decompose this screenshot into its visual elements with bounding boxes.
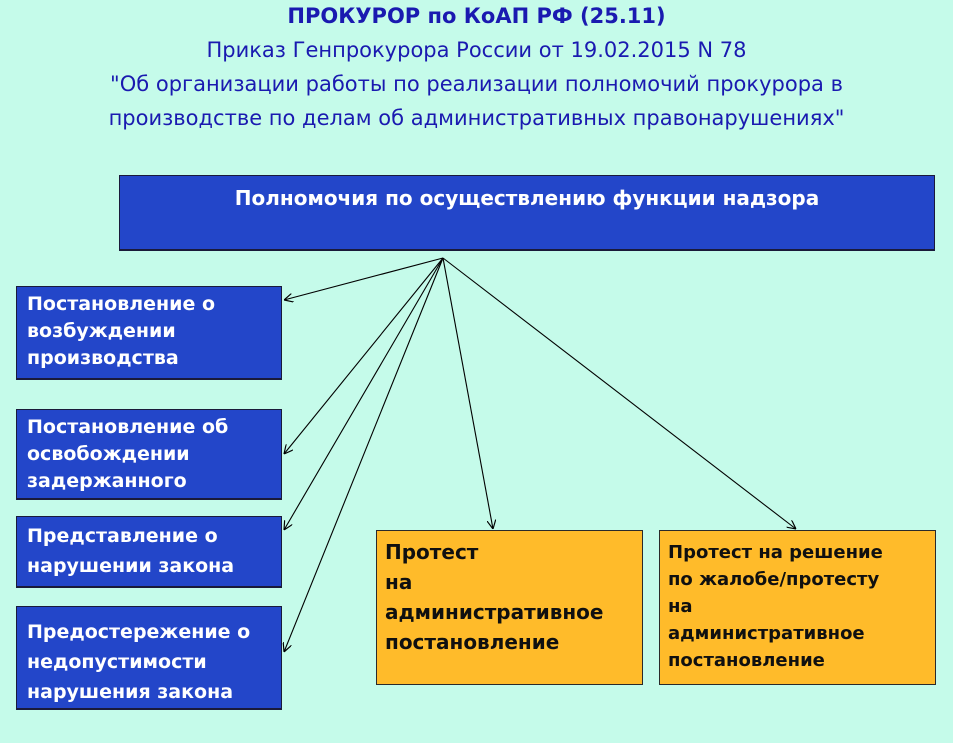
box-line: производства xyxy=(27,347,179,369)
arrow-to-release xyxy=(284,258,443,454)
box-line: Постановление о xyxy=(27,293,216,315)
arrow-to-warning xyxy=(284,258,443,652)
page-title: ПРОКУРОР по КоАП РФ (25.11) xyxy=(287,4,666,28)
box-line: недопустимости xyxy=(27,651,207,673)
box-line: на xyxy=(668,596,693,617)
box-line: освобождении xyxy=(27,443,190,465)
order-name-line-2: производстве по делам об административных правонарушениях" xyxy=(108,106,845,130)
box-line: постановление xyxy=(668,650,825,671)
box-line: на xyxy=(385,570,413,594)
arrow-to-protest-ruling xyxy=(443,258,493,529)
box-line: Представление о xyxy=(27,525,218,547)
box-line: возбуждении xyxy=(27,320,176,342)
box-line: постановление xyxy=(385,630,560,654)
order-name-line-1: "Об организации работы по реализации полномочий прокурора в xyxy=(110,72,843,96)
box-line: задержанного xyxy=(27,470,187,492)
arrow-to-submission xyxy=(284,258,443,530)
box-line: Постановление об xyxy=(27,416,229,438)
box-line: по жалобе/протесту xyxy=(668,569,880,590)
box-line: Протест на решение xyxy=(668,542,883,563)
box-line: нарушении закона xyxy=(27,555,235,577)
box-line: административное xyxy=(668,623,865,644)
order-reference: Приказ Генпрокурора России от 19.02.2015 N 78 xyxy=(206,38,747,62)
arrow-to-protest-complaint xyxy=(443,258,796,529)
box-line: административное xyxy=(385,600,604,624)
box-line: Протест xyxy=(385,540,479,564)
root-label: Полномочия по осуществлению функции надзора xyxy=(234,186,820,210)
arrow-to-initiation xyxy=(284,258,443,300)
box-line: нарушения закона xyxy=(27,681,234,703)
box-line: Предостережение о xyxy=(27,621,251,643)
